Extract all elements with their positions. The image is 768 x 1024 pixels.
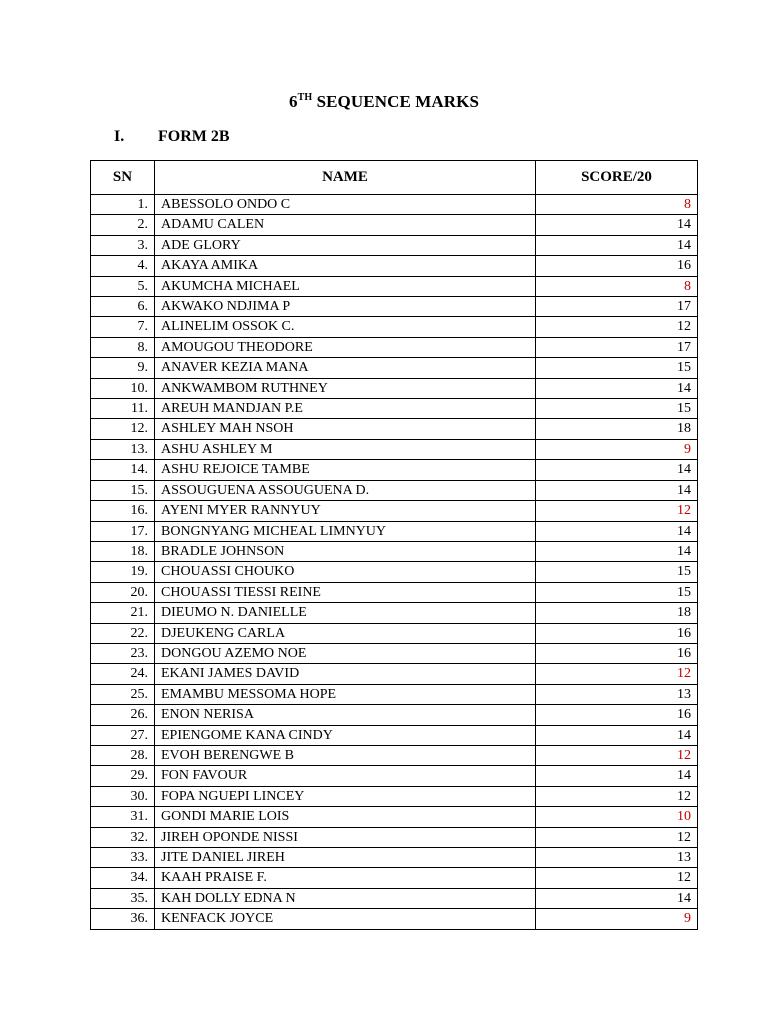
cell-score: 18 bbox=[536, 603, 698, 623]
cell-score: 15 bbox=[536, 358, 698, 378]
cell-score: 14 bbox=[536, 378, 698, 398]
table-body bbox=[91, 195, 698, 930]
cell-sn: 6. bbox=[91, 297, 155, 317]
cell-name: FOPA NGUEPI LINCEY bbox=[155, 786, 536, 806]
table-row bbox=[91, 848, 698, 868]
cell-sn: 14. bbox=[91, 460, 155, 480]
cell-name: ANKWAMBOM RUTHNEY bbox=[155, 378, 536, 398]
section-title: FORM 2B bbox=[158, 128, 230, 145]
cell-sn: 22. bbox=[91, 623, 155, 643]
cell-sn: 29. bbox=[91, 766, 155, 786]
table-row bbox=[91, 460, 698, 480]
table-row bbox=[91, 501, 698, 521]
cell-sn: 24. bbox=[91, 664, 155, 684]
cell-name: DIEUMO N. DANIELLE bbox=[155, 603, 536, 623]
cell-name: JIREH OPONDE NISSI bbox=[155, 827, 536, 847]
table-row bbox=[91, 297, 698, 317]
table-row bbox=[91, 786, 698, 806]
cell-sn: 28. bbox=[91, 745, 155, 765]
table-row bbox=[91, 725, 698, 745]
cell-name: EKANI JAMES DAVID bbox=[155, 664, 536, 684]
table-row bbox=[91, 235, 698, 255]
cell-sn: 26. bbox=[91, 705, 155, 725]
table-row bbox=[91, 521, 698, 541]
cell-score: 16 bbox=[536, 256, 698, 276]
table-row bbox=[91, 643, 698, 663]
cell-name: CHOUASSI TIESSI REINE bbox=[155, 582, 536, 602]
cell-score: 18 bbox=[536, 419, 698, 439]
cell-sn: 20. bbox=[91, 582, 155, 602]
cell-sn: 4. bbox=[91, 256, 155, 276]
cell-name: EVOH BERENGWE B bbox=[155, 745, 536, 765]
cell-score: 16 bbox=[536, 705, 698, 725]
cell-score: 17 bbox=[536, 337, 698, 357]
cell-sn: 3. bbox=[91, 235, 155, 255]
cell-sn: 19. bbox=[91, 562, 155, 582]
cell-score: 14 bbox=[536, 480, 698, 500]
cell-score: 12 bbox=[536, 501, 698, 521]
table-row bbox=[91, 419, 698, 439]
cell-sn: 30. bbox=[91, 786, 155, 806]
table-row bbox=[91, 766, 698, 786]
cell-name: ENON NERISA bbox=[155, 705, 536, 725]
cell-name: EPIENGOME KANA CINDY bbox=[155, 725, 536, 745]
table-row bbox=[91, 807, 698, 827]
cell-score: 12 bbox=[536, 745, 698, 765]
cell-sn: 35. bbox=[91, 888, 155, 908]
title-prefix: 6 bbox=[288, 92, 298, 111]
cell-score: 14 bbox=[536, 766, 698, 786]
cell-score: 17 bbox=[536, 297, 698, 317]
cell-name: KAAH PRAISE F. bbox=[155, 868, 536, 888]
cell-sn: 27. bbox=[91, 725, 155, 745]
cell-name: DJEUKENG CARLA bbox=[155, 623, 536, 643]
cell-score: 14 bbox=[536, 888, 698, 908]
table-row bbox=[91, 378, 698, 398]
cell-name: CHOUASSI CHOUKO bbox=[155, 562, 536, 582]
cell-score: 14 bbox=[536, 215, 698, 235]
cell-sn: 8. bbox=[91, 337, 155, 357]
cell-score: 9 bbox=[536, 909, 698, 929]
header-sn: SN bbox=[91, 161, 155, 195]
table-row bbox=[91, 562, 698, 582]
cell-name: EMAMBU MESSOMA HOPE bbox=[155, 684, 536, 704]
table-row bbox=[91, 439, 698, 459]
title-rest: SEQUENCE MARKS bbox=[312, 92, 480, 111]
cell-score: 12 bbox=[536, 786, 698, 806]
marks-table bbox=[90, 160, 698, 930]
section-heading bbox=[114, 128, 230, 146]
cell-score: 13 bbox=[536, 684, 698, 704]
cell-name: ADE GLORY bbox=[155, 235, 536, 255]
cell-name: FON FAVOUR bbox=[155, 766, 536, 786]
table-row bbox=[91, 888, 698, 908]
cell-score: 14 bbox=[536, 235, 698, 255]
cell-sn: 34. bbox=[91, 868, 155, 888]
cell-name: AMOUGOU THEODORE bbox=[155, 337, 536, 357]
cell-sn: 7. bbox=[91, 317, 155, 337]
cell-score: 15 bbox=[536, 582, 698, 602]
cell-sn: 36. bbox=[91, 909, 155, 929]
cell-name: JITE DANIEL JIREH bbox=[155, 848, 536, 868]
table-row bbox=[91, 868, 698, 888]
cell-name: ASHU ASHLEY M bbox=[155, 439, 536, 459]
cell-name: AYENI MYER RANNYUY bbox=[155, 501, 536, 521]
table-row bbox=[91, 541, 698, 561]
cell-name: BRADLE JOHNSON bbox=[155, 541, 536, 561]
cell-name: ABESSOLO ONDO C bbox=[155, 195, 536, 215]
table-row bbox=[91, 623, 698, 643]
cell-score: 12 bbox=[536, 317, 698, 337]
table-row bbox=[91, 827, 698, 847]
table-row bbox=[91, 705, 698, 725]
cell-name: BONGNYANG MICHEAL LIMNYUY bbox=[155, 521, 536, 541]
header-name: NAME bbox=[155, 161, 536, 195]
table-row bbox=[91, 684, 698, 704]
cell-score: 12 bbox=[536, 664, 698, 684]
table-row bbox=[91, 582, 698, 602]
header-score: SCORE/20 bbox=[536, 161, 698, 195]
cell-sn: 15. bbox=[91, 480, 155, 500]
cell-sn: 10. bbox=[91, 378, 155, 398]
cell-score: 15 bbox=[536, 562, 698, 582]
cell-name: AKWAKO NDJIMA P bbox=[155, 297, 536, 317]
cell-sn: 18. bbox=[91, 541, 155, 561]
cell-name: AKUMCHA MICHAEL bbox=[155, 276, 536, 296]
cell-score: 8 bbox=[536, 195, 698, 215]
cell-sn: 12. bbox=[91, 419, 155, 439]
title-superscript: TH bbox=[297, 92, 313, 103]
table-row bbox=[91, 358, 698, 378]
cell-score: 15 bbox=[536, 399, 698, 419]
cell-name: GONDI MARIE LOIS bbox=[155, 807, 536, 827]
section-number: I. bbox=[114, 128, 125, 145]
table-row bbox=[91, 664, 698, 684]
cell-score: 14 bbox=[536, 460, 698, 480]
cell-sn: 13. bbox=[91, 439, 155, 459]
table-row bbox=[91, 195, 698, 215]
page-title bbox=[0, 92, 768, 112]
cell-name: AKAYA AMIKA bbox=[155, 256, 536, 276]
cell-sn: 2. bbox=[91, 215, 155, 235]
cell-name: ALINELIM OSSOK C. bbox=[155, 317, 536, 337]
cell-sn: 17. bbox=[91, 521, 155, 541]
cell-name: AREUH MANDJAN P.E bbox=[155, 399, 536, 419]
cell-name: ASHLEY MAH NSOH bbox=[155, 419, 536, 439]
table-row bbox=[91, 745, 698, 765]
cell-score: 12 bbox=[536, 868, 698, 888]
table-row bbox=[91, 909, 698, 929]
table-row bbox=[91, 276, 698, 296]
cell-sn: 1. bbox=[91, 195, 155, 215]
cell-sn: 5. bbox=[91, 276, 155, 296]
cell-name: ASHU REJOICE TAMBE bbox=[155, 460, 536, 480]
cell-name: KAH DOLLY EDNA N bbox=[155, 888, 536, 908]
table-row bbox=[91, 399, 698, 419]
cell-sn: 32. bbox=[91, 827, 155, 847]
cell-score: 12 bbox=[536, 827, 698, 847]
cell-sn: 23. bbox=[91, 643, 155, 663]
table-row bbox=[91, 603, 698, 623]
table-header-row bbox=[91, 161, 698, 195]
cell-name: ADAMU CALEN bbox=[155, 215, 536, 235]
cell-score: 10 bbox=[536, 807, 698, 827]
cell-score: 16 bbox=[536, 643, 698, 663]
cell-name: DONGOU AZEMO NOE bbox=[155, 643, 536, 663]
table-row bbox=[91, 256, 698, 276]
cell-sn: 25. bbox=[91, 684, 155, 704]
cell-score: 14 bbox=[536, 521, 698, 541]
cell-sn: 9. bbox=[91, 358, 155, 378]
cell-name: KENFACK JOYCE bbox=[155, 909, 536, 929]
cell-sn: 21. bbox=[91, 603, 155, 623]
table-row bbox=[91, 337, 698, 357]
cell-sn: 11. bbox=[91, 399, 155, 419]
table-row bbox=[91, 480, 698, 500]
cell-score: 8 bbox=[536, 276, 698, 296]
table-row bbox=[91, 215, 698, 235]
cell-name: ANAVER KEZIA MANA bbox=[155, 358, 536, 378]
cell-sn: 16. bbox=[91, 501, 155, 521]
cell-score: 13 bbox=[536, 848, 698, 868]
cell-name: ASSOUGUENA ASSOUGUENA D. bbox=[155, 480, 536, 500]
table-row bbox=[91, 317, 698, 337]
cell-score: 14 bbox=[536, 725, 698, 745]
cell-score: 9 bbox=[536, 439, 698, 459]
cell-score: 16 bbox=[536, 623, 698, 643]
cell-sn: 31. bbox=[91, 807, 155, 827]
cell-score: 14 bbox=[536, 541, 698, 561]
cell-sn: 33. bbox=[91, 848, 155, 868]
